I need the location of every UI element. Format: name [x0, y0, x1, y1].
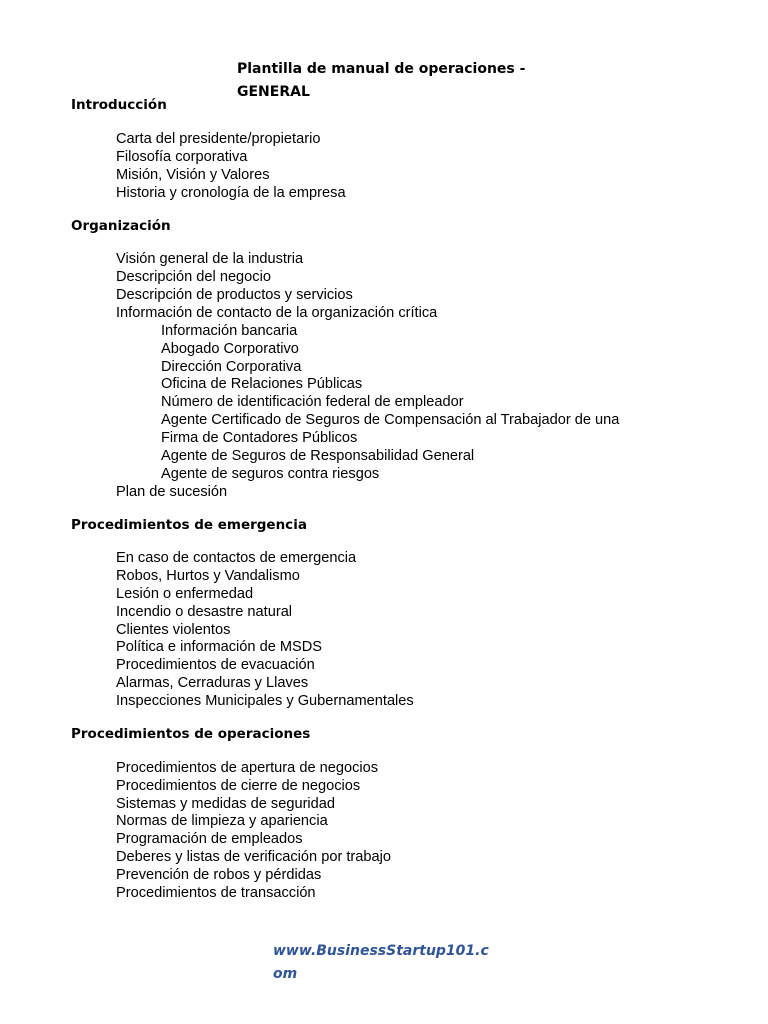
- list-item: En caso de contactos de emergencia: [116, 550, 357, 566]
- list-item: Procedimientos de transacción: [116, 885, 316, 901]
- list-item: Programación de empleados: [116, 831, 303, 847]
- list-item: Procedimientos de evacuación: [116, 657, 315, 673]
- list-item: Normas de limpieza y apariencia: [116, 813, 328, 829]
- list-item: Clientes violentos: [116, 622, 231, 638]
- list-item: Carta del presidente/propietario: [116, 131, 321, 147]
- section-heading-emergencia: Procedimientos de emergencia: [71, 517, 307, 533]
- sub-list-item: Dirección Corporativa: [161, 359, 302, 375]
- sub-list-item: Agente Certificado de Seguros de Compensación al Trabajador de una: [161, 412, 620, 428]
- page-title-line-2: GENERAL: [237, 84, 310, 100]
- list-item: Política e información de MSDS: [116, 639, 323, 655]
- list-item: Historia y cronología de la empresa: [116, 185, 346, 201]
- list-item: Prevención de robos y pérdidas: [116, 867, 322, 883]
- list-item: Inspecciones Municipales y Gubernamentales: [116, 693, 414, 709]
- list-item: Sistemas y medidas de seguridad: [116, 796, 336, 812]
- sub-list-item: Número de identificación federal de empleador: [161, 394, 464, 410]
- list-item: Descripción de productos y servicios: [116, 287, 353, 303]
- list-item: Deberes y listas de verificación por trabajo: [116, 849, 391, 865]
- page-title-line-1: Plantilla de manual de operaciones -: [237, 61, 526, 77]
- section-heading-organizacion: Organización: [71, 218, 171, 234]
- sub-list-item: Oficina de Relaciones Públicas: [161, 376, 363, 392]
- list-item: Información de contacto de la organización crítica: [116, 305, 438, 321]
- sub-list-item: Abogado Corporativo: [161, 341, 299, 357]
- website-link[interactable]: www.BusinessStartup101.com: [273, 943, 489, 982]
- list-item: Descripción del negocio: [116, 269, 271, 285]
- list-item: Robos, Hurtos y Vandalismo: [116, 568, 300, 584]
- sub-list-item: Firma de Contadores Públicos: [161, 430, 358, 446]
- list-item: Plan de sucesión: [116, 484, 228, 500]
- list-item: Visión general de la industria: [116, 251, 304, 267]
- sub-list-item: Agente de seguros contra riesgos: [161, 466, 380, 482]
- section-heading-introduccion: Introducción: [71, 97, 167, 113]
- page-title: [237, 58, 537, 104]
- list-item: Alarmas, Cerraduras y Llaves: [116, 675, 309, 691]
- list-item: Filosofía corporativa: [116, 149, 248, 165]
- list-item: Procedimientos de cierre de negocios: [116, 778, 361, 794]
- section-heading-operaciones: Procedimientos de operaciones: [71, 726, 311, 742]
- list-item: Misión, Visión y Valores: [116, 167, 270, 183]
- list-item: Incendio o desastre natural: [116, 604, 293, 620]
- sub-list-item: Información bancaria: [161, 323, 298, 339]
- list-item: Lesión o enfermedad: [116, 586, 254, 602]
- sub-list-item: Agente de Seguros de Responsabilidad General: [161, 448, 475, 464]
- list-item: Procedimientos de apertura de negocios: [116, 760, 379, 776]
